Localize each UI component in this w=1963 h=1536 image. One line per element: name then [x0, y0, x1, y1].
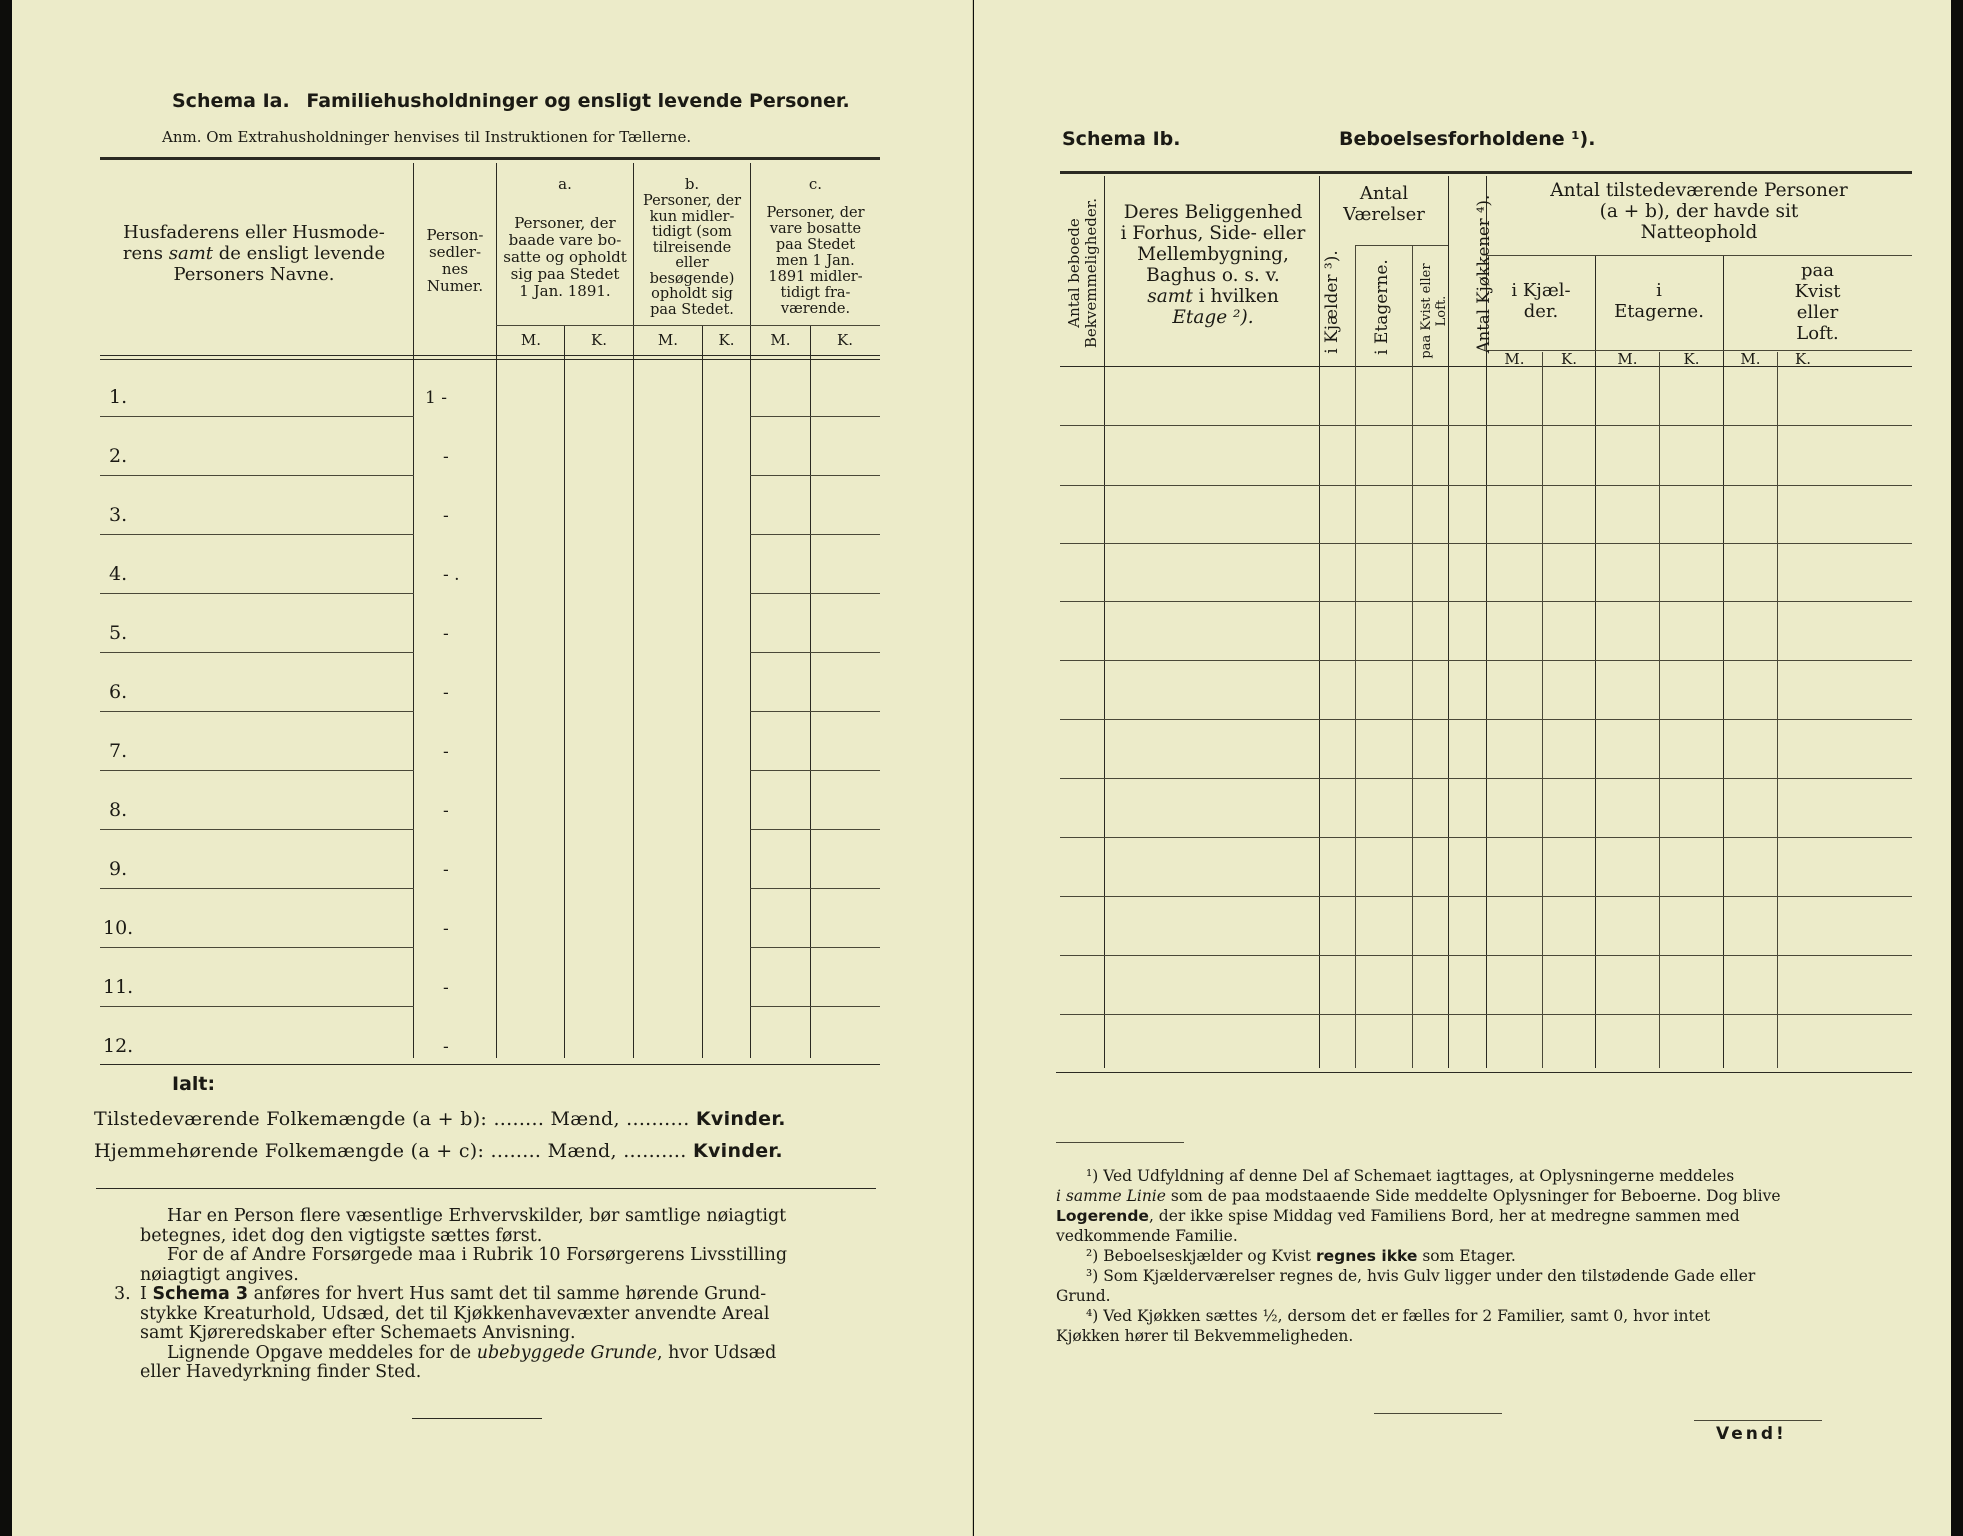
i-etagerne-l2: Etagerne.	[1614, 301, 1704, 322]
rrow-rule-10	[1060, 955, 1912, 956]
fn3-l1: ³) Som Kjælderværelser regnes de, hvis Gulv ligger under den tilstødende Gade eller	[1086, 1267, 1756, 1285]
row-numer-2: -	[443, 447, 449, 467]
i-kjaelder-l2: der.	[1523, 301, 1559, 322]
fn4-l2: Kjøkken hører til Bekvemmeligheden.	[1056, 1327, 1354, 1345]
row-label-3: 3.	[109, 504, 128, 526]
schema-ib-title: Beboelsesforholdene ¹).	[1339, 128, 1596, 150]
beligg-l6	[1108, 307, 1318, 328]
col-a-header	[499, 215, 631, 300]
col-c-l2: vare bosatte	[769, 221, 862, 237]
r-et-m: M.	[1617, 350, 1638, 368]
vaerelser-l2: Værelser	[1343, 204, 1425, 225]
b-m-label: M.	[657, 331, 679, 349]
numer-header-l2: sedler-	[428, 243, 482, 261]
instr-p3-rest: anføres for hvert Hus samt det til samme hørende Grund-	[248, 1284, 767, 1304]
c-rule-6	[750, 711, 880, 712]
row-rule-2	[100, 475, 414, 476]
names-header-line1: Husfaderens eller Husmode-	[123, 222, 385, 243]
col-line-numer	[496, 163, 497, 1058]
rcol-et-mk	[1659, 352, 1660, 1068]
c-rule-4	[750, 593, 880, 594]
row-numer-4: - .	[443, 565, 460, 585]
bekvem-header	[1066, 193, 1102, 353]
rcol-etagerne	[1412, 245, 1413, 1068]
row-numer-11: -	[443, 978, 449, 998]
col-a-l4: sig paa Stedet	[510, 265, 620, 283]
row-rule-6	[100, 711, 414, 712]
instr-p3-l2: stykke Kreaturhold, Udsæd, det til Kjøkkenhavevæxter anvendte Areal	[140, 1303, 770, 1324]
c-rule-10	[750, 947, 880, 948]
row-rule-10	[100, 947, 414, 948]
col-a-l2: baade vare bo-	[508, 231, 622, 249]
col-c-letter: c.	[808, 175, 823, 193]
kvist-v-header	[1419, 261, 1451, 361]
rrow-rule-4	[1060, 601, 1912, 602]
fn1-l1: ¹) Ved Udfyldning af denne Del af Schemaet iagttages, at Oplysningerne meddeles	[1086, 1167, 1735, 1185]
rrow-rule-6	[1060, 719, 1912, 720]
i-kjaelder-l1: i Kjæl-	[1511, 280, 1571, 301]
beligg-l3: Mellembygning,	[1137, 244, 1289, 265]
row-numer-3: -	[443, 506, 449, 526]
col-b-l2: kun midler-	[649, 208, 735, 225]
footnote-rule	[1056, 1142, 1184, 1143]
rcol-kjaelder	[1355, 245, 1356, 1068]
row-rule-1	[100, 416, 414, 417]
total-row-2	[94, 1140, 783, 1162]
fn4-l1: ⁴) Ved Kjøkken sættes ½, dersom det er fælles for 2 Familier, samt 0, hvor intet	[1086, 1307, 1711, 1325]
c-rule-11	[750, 1006, 880, 1007]
row-label-9: 9.	[109, 858, 128, 880]
row-label-1: 1.	[109, 386, 128, 408]
total-1-dots-k: ..........	[626, 1108, 690, 1130]
kjaelder-header: i Kjælder ³).	[1322, 250, 1342, 354]
fn2-regnes-ikke: regnes ikke	[1315, 1247, 1418, 1265]
col-a-l1: Personer, der	[514, 214, 616, 232]
rcol-kv-mk	[1777, 352, 1778, 1068]
total-2-kvinder: Kvinder.	[692, 1140, 783, 1162]
col-c-l6: tidigt fra-	[780, 285, 851, 301]
instr-p2-l2: nøiagtigt angives.	[140, 1264, 299, 1285]
rvaerelser-rule	[1355, 245, 1448, 246]
row-numer-5: -	[443, 624, 449, 644]
fn1-l3-rest: , der ikke spise Middag ved Familiens Bord, her at medregne sammen med	[1148, 1207, 1740, 1225]
col-line-names	[413, 163, 414, 1058]
col-line-a-mk	[564, 325, 565, 1058]
c-rule-9	[750, 888, 880, 889]
rrow-rule-8	[1060, 837, 1912, 838]
schema-ia-anm: Anm. Om Extrahusholdninger henvises til Instruktionen for Tællerne.	[162, 128, 692, 146]
row-numer-12: -	[443, 1037, 449, 1057]
row-label-12: 12.	[103, 1035, 134, 1057]
r-kv-m: M.	[1740, 350, 1761, 368]
c-rule-1	[750, 416, 880, 417]
table-bottom-rule	[100, 1064, 880, 1065]
left-page	[12, 0, 973, 1536]
kvist-v-l2: Loft.	[1434, 295, 1449, 327]
col-b-header	[636, 194, 748, 318]
row-label-10: 10.	[103, 917, 134, 939]
rrow-rule-5	[1060, 660, 1912, 661]
vend-rule	[1694, 1420, 1822, 1421]
rtable-bottom-rule	[1056, 1072, 1912, 1073]
col-a-l5: 1 Jan. 1891.	[519, 282, 611, 300]
rtable-top-rule	[1060, 171, 1912, 174]
fn1-samme-linie: i samme Linie	[1056, 1187, 1166, 1205]
ialt-label: Ialt:	[172, 1073, 216, 1095]
col-b-l7: opholdt sig	[651, 286, 733, 302]
personer-l2: (a + b), der havde sit	[1599, 201, 1799, 222]
instr-p2-l1: For de af Andre Forsørgede maa i Rubrik 10 Forsørgerens Livsstilling	[167, 1245, 788, 1265]
col-line-b	[750, 163, 751, 1058]
beligg-hvilken: i hvilken	[1192, 286, 1279, 307]
end-rule	[412, 1418, 542, 1419]
total-1-kvinder: Kvinder.	[695, 1108, 786, 1130]
total-2-dots-m: ........	[490, 1140, 542, 1162]
instr-p3-num: 3.	[114, 1284, 131, 1304]
names-header-rens: rens	[122, 243, 169, 264]
footnotes	[1056, 1166, 1906, 1346]
col-line-c-mk	[810, 325, 811, 1058]
numer-header-l1: Person-	[426, 226, 484, 244]
numer-header-l3: nes	[441, 260, 469, 278]
rrow-rule-11	[1060, 1014, 1912, 1015]
paa-kvist-l3: eller	[1796, 302, 1839, 323]
c-rule-5	[750, 652, 880, 653]
total-1-label: Tilstedeværende Folkemængde (a + b):	[94, 1108, 488, 1130]
names-header	[104, 222, 404, 285]
beligg-header	[1108, 202, 1318, 328]
personer-header	[1489, 180, 1909, 243]
fn1-logerende: Logerende	[1056, 1207, 1149, 1225]
numer-header-l4: Numer.	[426, 277, 484, 295]
instr-p4-l1	[140, 1344, 880, 1364]
total-2-label: Hjemmehørende Folkemængde (a + c):	[94, 1140, 485, 1162]
col-b-l3: tidigt (som	[652, 224, 732, 240]
paa-kvist-l2: Kvist	[1794, 281, 1841, 302]
schema-ia-title: Familiehusholdninger og ensligt levende Personer.	[306, 90, 850, 112]
bekvem-l2: Bekvemmeligheder.	[1082, 197, 1100, 349]
col-c-header	[753, 205, 878, 317]
row-rule-7	[100, 770, 414, 771]
row-numer-8: -	[443, 801, 449, 821]
c-rule-3	[750, 534, 880, 535]
instr-p4-a: Lignende Opgave meddeles for de	[167, 1342, 477, 1363]
row-label-7: 7.	[109, 740, 128, 762]
fn2-c: som Etager.	[1417, 1247, 1516, 1265]
vaerelser-header	[1322, 183, 1446, 225]
row-numer-6: -	[443, 683, 449, 703]
schema-ia-heading	[172, 90, 850, 112]
vend-label: Vend!	[1716, 1424, 1787, 1444]
col-c-l3: paa Stedet	[775, 237, 856, 253]
beligg-l5	[1108, 286, 1318, 307]
vaerelser-l1: Antal	[1359, 183, 1409, 204]
row-label-4: 4.	[109, 563, 128, 585]
instr-p3-l1	[114, 1284, 880, 1305]
header-bottom-rule	[100, 355, 880, 356]
rcol-kj-mk	[1542, 352, 1543, 1068]
instr-p3-i: I	[140, 1284, 153, 1304]
kvist-v-l1: paa Kvist eller	[1419, 263, 1434, 359]
row-label-2: 2.	[109, 445, 128, 467]
row-label-6: 6.	[109, 681, 128, 703]
c-rule-7	[750, 770, 880, 771]
rrow-rule-1	[1060, 425, 1912, 426]
rcol-ikj	[1595, 255, 1596, 1068]
names-header-ensligt: de ensligt levende	[213, 243, 386, 264]
col-a-l3: satte og opholdt	[503, 248, 627, 266]
personer-l3: Natteophold	[1640, 222, 1758, 243]
col-b-l1: Personer, der	[642, 193, 742, 209]
col-a-letter: a.	[558, 175, 572, 193]
col-b-l6: besøgende)	[649, 270, 735, 287]
instr-p4-l2: eller Havedyrkning finder Sted.	[140, 1362, 422, 1382]
row-label-8: 8.	[109, 799, 128, 821]
fn3-l2: Grund.	[1056, 1287, 1111, 1305]
row-rule-9	[100, 888, 414, 889]
rcol-iet	[1723, 255, 1724, 1068]
paa-kvist-header	[1725, 260, 1910, 344]
schema-ib-label: Schema Ib.	[1062, 128, 1181, 150]
c-rule-2	[750, 475, 880, 476]
personer-l1: Antal tilstedeværende Personer	[1550, 180, 1848, 201]
kjokkener-header: Antal Kjøkkener ⁴).	[1474, 194, 1493, 354]
r-kj-k: K.	[1561, 350, 1577, 368]
rpersoner-rule	[1486, 255, 1912, 256]
col-c-l1: Personer, der	[766, 205, 865, 221]
r-kj-m: M.	[1504, 350, 1525, 368]
total-1-maend: Mænd,	[550, 1108, 620, 1130]
beligg-l2: i Forhus, Side- eller	[1120, 223, 1306, 244]
instr-p4-ubebyggede: ubebyggede Grunde	[476, 1342, 657, 1363]
mk-rule	[496, 325, 880, 326]
table-top-rule	[100, 157, 880, 160]
instr-p3-schema3: Schema 3	[152, 1284, 249, 1304]
names-header-line2	[104, 243, 404, 264]
total-1-dots-m: ........	[493, 1108, 545, 1130]
row-rule-11	[100, 1006, 414, 1007]
col-line-a	[633, 163, 634, 1058]
i-kjaelder-header	[1488, 280, 1594, 322]
c-k-label: K.	[837, 331, 853, 349]
etagerne-v-header: i Etagerne.	[1372, 259, 1392, 355]
col-b-l4: tilreisende	[652, 239, 732, 256]
rrow-rule-3	[1060, 543, 1912, 544]
beligg-l1: Deres Beliggenhed	[1123, 202, 1303, 223]
fn2	[1056, 1246, 1906, 1266]
a-k-label: K.	[591, 331, 607, 349]
numer-header	[416, 227, 494, 295]
header-bottom-rule-2	[100, 359, 880, 360]
b-k-label: K.	[718, 331, 735, 349]
row-label-5: 5.	[109, 622, 128, 644]
c-rule-8	[750, 829, 880, 830]
beligg-etage: Etage ²).	[1172, 307, 1254, 328]
fn1-l3	[1056, 1206, 1906, 1226]
paa-kvist-l4: Loft.	[1796, 323, 1839, 344]
a-m-label: M.	[520, 331, 542, 349]
totals-rule	[96, 1188, 876, 1189]
rcol-bekvem	[1104, 176, 1105, 1068]
i-etagerne-l1: i	[1656, 280, 1662, 301]
col-b-l8: paa Stedet.	[650, 301, 734, 318]
row-numer-9: -	[443, 860, 449, 880]
r-kv-k: K.	[1795, 350, 1811, 368]
bekvem-l1: Antal beboede	[1065, 218, 1083, 328]
row-rule-3	[100, 534, 414, 535]
fn1-l2-rest: som de paa modstaaende Side meddelte Oplysninger for Beboerne. Dog blive	[1165, 1187, 1781, 1205]
row-numer-1: 1 -	[425, 388, 447, 408]
c-m-label: M.	[770, 331, 791, 349]
instr-p1-l1: Har en Person flere væsentlige Erhvervskilder, bør samtlige nøiagtigt	[167, 1206, 787, 1226]
col-c-l5: 1891 midler-	[768, 269, 863, 285]
names-header-line3: Personers Navne.	[173, 264, 335, 285]
row-label-11: 11.	[103, 976, 134, 998]
row-rule-4	[100, 593, 414, 594]
col-b-l5: eller	[675, 255, 709, 271]
col-c-l7: værende.	[780, 301, 851, 317]
total-row-1	[94, 1108, 786, 1130]
beligg-l4: Baghus o. s. v.	[1146, 265, 1280, 286]
instr-p3-l3: samt Kjøreredskaber efter Schemaets Anvisning.	[140, 1323, 576, 1343]
fn2-a: ²) Beboelseskjælder og Kvist	[1086, 1247, 1316, 1265]
row-numer-7: -	[443, 742, 449, 762]
col-line-b-mk	[702, 325, 703, 1058]
row-numer-10: -	[443, 919, 449, 939]
col-b-letter: b.	[684, 175, 700, 193]
schema-ia-label: Schema Ia.	[172, 90, 290, 112]
names-header-samt: samt	[168, 243, 213, 264]
col-c-l4: men 1 Jan.	[776, 253, 855, 269]
fn1-l2	[1056, 1186, 1906, 1206]
paa-kvist-l1: paa	[1801, 260, 1834, 281]
instr-p4-c: , hvor Udsæd	[656, 1342, 777, 1363]
rend-rule	[1374, 1413, 1502, 1414]
row-rule-5	[100, 652, 414, 653]
total-2-maend: Mænd,	[547, 1140, 617, 1162]
rrow-rule-7	[1060, 778, 1912, 779]
r-et-k: K.	[1683, 350, 1700, 368]
rrow-rule-2	[1060, 485, 1912, 486]
beligg-samt: samt	[1147, 286, 1193, 307]
right-page	[974, 0, 1951, 1536]
total-2-dots-k: ..........	[623, 1140, 687, 1162]
row-rule-8	[100, 829, 414, 830]
instructions	[114, 1206, 880, 1383]
rrow-rule-9	[1060, 896, 1912, 897]
i-etagerne-header	[1597, 280, 1721, 322]
fn1-l4: vedkommende Familie.	[1056, 1227, 1238, 1245]
instr-p1-l2: betegnes, idet dog den vigtigste sættes først.	[140, 1225, 543, 1246]
rcol-beligg	[1319, 176, 1320, 1068]
